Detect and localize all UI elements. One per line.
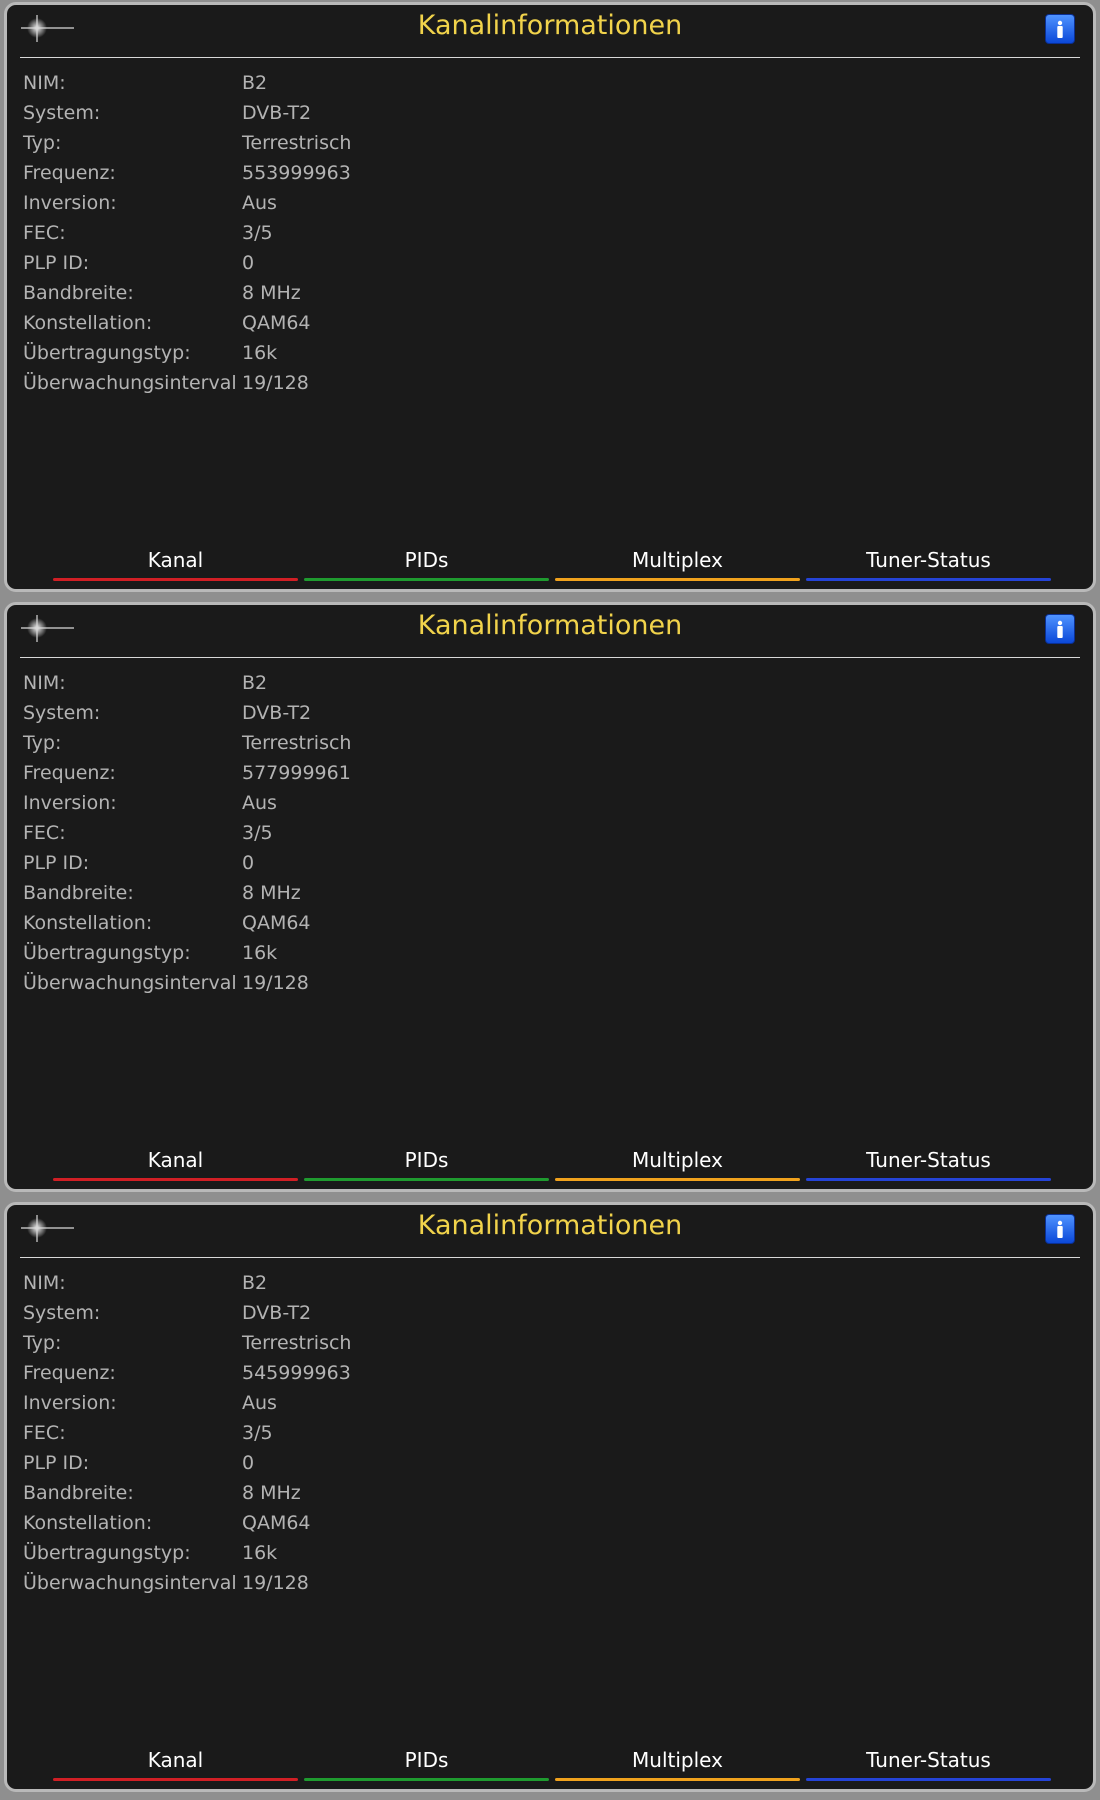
info-value: 16k [242,1542,278,1564]
info-label: Bandbreite: [23,882,134,904]
tab-color-line [53,1778,298,1781]
info-value: 8 MHz [242,882,301,904]
tab-label: Multiplex [632,1148,723,1172]
tab-label: Multiplex [632,548,723,572]
info-value: QAM64 [242,1512,311,1534]
info-icon [1046,15,1074,43]
info-row [23,938,351,968]
info-value: Aus [242,792,277,814]
panel-title: Kanalinformationen [417,10,683,41]
info-label: Typ: [23,1332,62,1354]
info-row [23,1328,351,1358]
panel-header [7,5,1093,57]
tab-kanal[interactable] [53,545,298,590]
tab-color-line [304,578,549,581]
info-value: 3/5 [242,222,273,244]
info-label: PLP ID: [23,852,90,874]
info-row [23,1508,351,1538]
info-value: Terrestrisch [242,132,352,154]
info-label: Konstellation: [23,912,153,934]
tab-multiplex[interactable] [555,1145,800,1190]
tab-color-line [555,1778,800,1781]
channel-info-list [23,1268,351,1598]
tab-bar [53,545,1053,590]
info-button[interactable] [1045,14,1075,44]
info-button[interactable] [1045,1214,1075,1244]
info-value: B2 [242,672,268,694]
info-label: Bandbreite: [23,282,134,304]
info-value: 3/5 [242,822,273,844]
info-row [23,368,351,398]
tab-label: Tuner-Status [866,548,991,572]
info-label: Überwachungsinterval [23,972,237,994]
tab-multiplex[interactable] [555,545,800,590]
tab-label: Kanal [147,1748,204,1772]
tab-color-line [53,1178,298,1181]
info-label: NIM: [23,1272,66,1294]
panel-title: Kanalinformationen [417,610,683,641]
tab-label: PIDs [404,1148,449,1172]
info-row [23,1358,351,1388]
info-value: 8 MHz [242,1482,301,1504]
info-label: System: [23,702,101,724]
tab-bar [53,1145,1053,1190]
info-row [23,128,351,158]
info-label: Übertragungstyp: [23,942,191,964]
info-value: DVB-T2 [242,102,312,124]
info-label: Bandbreite: [23,1482,134,1504]
tab-label: Tuner-Status [866,1748,991,1772]
tab-color-line [806,1778,1051,1781]
info-row [23,668,351,698]
info-row [23,968,351,998]
info-label: Inversion: [23,192,117,214]
info-label: Überwachungsinterval [23,1572,237,1594]
info-row [23,1388,351,1418]
tab-multiplex[interactable] [555,1745,800,1790]
info-value: 577999961 [242,762,351,784]
channel-info-panel [4,2,1096,592]
tab-kanal[interactable] [53,1745,298,1790]
info-label: Konstellation: [23,1512,153,1534]
info-label: Inversion: [23,1392,117,1414]
info-value: 553999963 [242,162,351,184]
tab-pids[interactable] [304,545,549,590]
tab-color-line [555,578,800,581]
info-value: QAM64 [242,312,311,334]
info-value: DVB-T2 [242,1302,312,1324]
info-label: System: [23,1302,101,1324]
tab-label: Kanal [147,548,204,572]
channel-info-panel [4,602,1096,1192]
info-value: 0 [242,252,255,274]
info-label: Frequenz: [23,1362,116,1384]
info-row [23,98,351,128]
info-value: 0 [242,852,255,874]
info-row [23,338,351,368]
info-label: Frequenz: [23,762,116,784]
tab-color-line [304,1178,549,1181]
info-row [23,908,351,938]
info-label: FEC: [23,1422,66,1444]
info-value: 545999963 [242,1362,351,1384]
title-divider [20,57,1080,58]
info-value: Aus [242,1392,277,1414]
info-value: B2 [242,1272,268,1294]
info-row [23,758,351,788]
info-row [23,218,351,248]
info-value: 19/128 [242,972,309,994]
info-value: 0 [242,1452,255,1474]
title-divider [20,657,1080,658]
info-label: Konstellation: [23,312,153,334]
info-label: System: [23,102,101,124]
info-button[interactable] [1045,614,1075,644]
info-label: NIM: [23,672,66,694]
info-row [23,1538,351,1568]
info-row [23,248,351,278]
info-label: Typ: [23,132,62,154]
info-row [23,788,351,818]
info-row [23,728,351,758]
tab-color-line [555,1178,800,1181]
info-row [23,308,351,338]
tab-color-line [304,1778,549,1781]
info-icon [1046,615,1074,643]
info-row [23,848,351,878]
tab-label: PIDs [404,548,449,572]
info-label: Typ: [23,732,62,754]
info-row [23,278,351,308]
tab-bar [53,1745,1053,1790]
tab-tuner-status[interactable] [806,1745,1051,1790]
info-value: Terrestrisch [242,732,352,754]
info-row [23,1268,351,1298]
info-row [23,818,351,848]
info-row [23,1418,351,1448]
info-value: QAM64 [242,912,311,934]
tab-label: PIDs [404,1748,449,1772]
info-row [23,68,351,98]
channel-info-list [23,668,351,998]
tab-kanal[interactable] [53,1145,298,1190]
tab-label: Kanal [147,1148,204,1172]
info-value: 19/128 [242,372,309,394]
info-label: Übertragungstyp: [23,342,191,364]
tab-pids[interactable] [304,1745,549,1790]
info-row [23,878,351,908]
tab-color-line [806,1178,1051,1181]
info-value: Aus [242,192,277,214]
tab-tuner-status[interactable] [806,1145,1051,1190]
info-value: 16k [242,942,278,964]
info-label: Überwachungsinterval [23,372,237,394]
panel-title: Kanalinformationen [417,1210,683,1241]
tab-pids[interactable] [304,1145,549,1190]
info-value: 3/5 [242,1422,273,1444]
info-row [23,1478,351,1508]
info-row [23,1568,351,1598]
tab-color-line [53,578,298,581]
info-value: 19/128 [242,1572,309,1594]
info-label: FEC: [23,822,66,844]
info-value: 16k [242,342,278,364]
tab-label: Tuner-Status [866,1148,991,1172]
info-row [23,698,351,728]
info-label: PLP ID: [23,1452,90,1474]
panel-header [7,605,1093,657]
info-label: NIM: [23,72,66,94]
channel-info-panel [4,1202,1096,1792]
info-value: B2 [242,72,268,94]
info-row [23,158,351,188]
info-icon [1046,1215,1074,1243]
info-label: Inversion: [23,792,117,814]
info-row [23,1448,351,1478]
info-row [23,1298,351,1328]
info-label: FEC: [23,222,66,244]
channel-info-list [23,68,351,398]
info-value: 8 MHz [242,282,301,304]
tab-tuner-status[interactable] [806,545,1051,590]
info-value: DVB-T2 [242,702,312,724]
tab-label: Multiplex [632,1748,723,1772]
info-row [23,188,351,218]
info-value: Terrestrisch [242,1332,352,1354]
info-label: PLP ID: [23,252,90,274]
title-divider [20,1257,1080,1258]
panel-header [7,1205,1093,1257]
tab-color-line [806,578,1051,581]
info-label: Übertragungstyp: [23,1542,191,1564]
info-label: Frequenz: [23,162,116,184]
